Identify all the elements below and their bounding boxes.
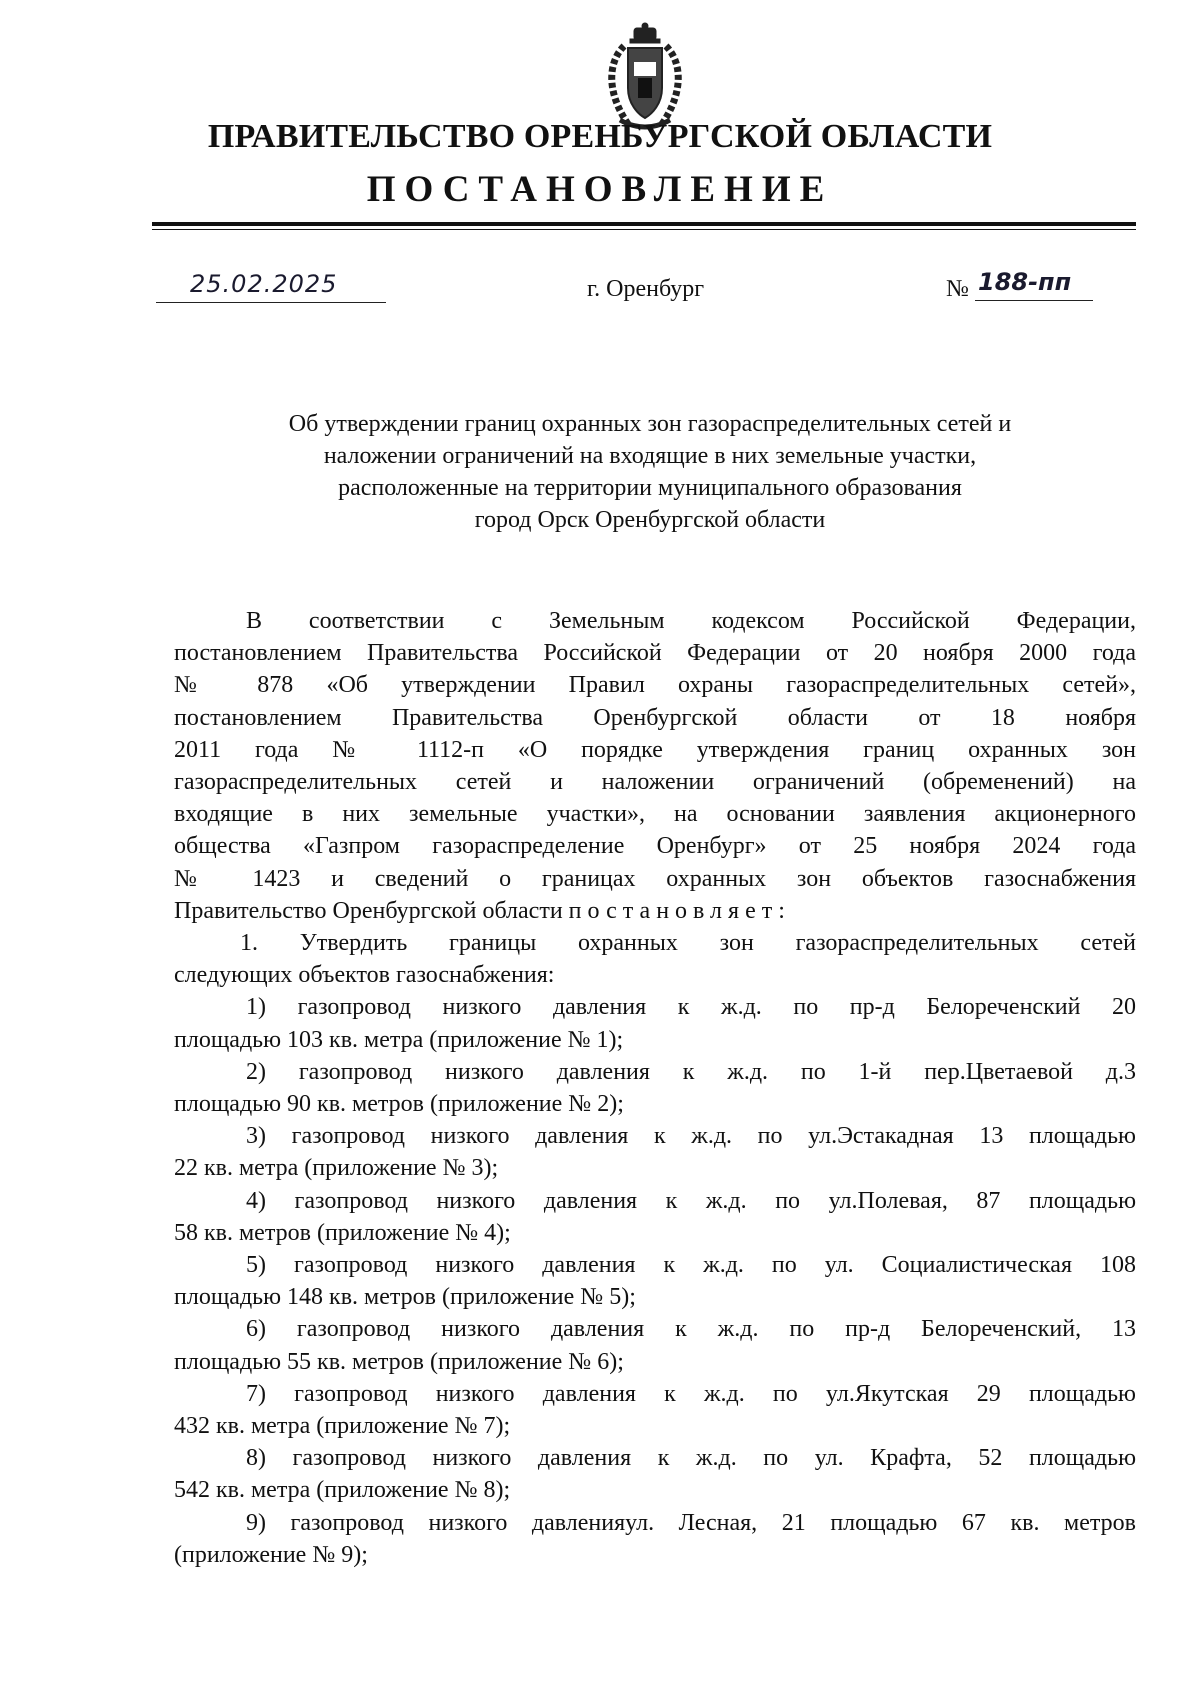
preamble-line: № 878 «Об утверждении Правил охраны газораспределительных сетей», bbox=[174, 672, 1136, 699]
list-item-line: 432 кв. метра (приложение № 7); bbox=[174, 1413, 511, 1440]
preamble-line: В соответствии с Земельным кодексом Российской Федерации, bbox=[246, 608, 1136, 634]
resolves-word: постановляет: bbox=[568, 897, 791, 924]
list-item-line: площадью 103 кв. метра (приложение № 1); bbox=[174, 1026, 624, 1053]
preamble-end-text: Правительство Оренбургской области bbox=[174, 897, 563, 924]
preamble-line: постановлением Правительства Оренбургской области от 18 ноября bbox=[174, 704, 1136, 731]
preamble-line: № 1423 и сведений о границах охранных зон объектов газоснабжения bbox=[174, 865, 1136, 892]
city-name: г. Оренбург bbox=[587, 276, 705, 302]
list-item-line: 6) газопровод низкого давления к ж.д. по пр-д Белореченский, 13 bbox=[246, 1316, 1136, 1343]
document-number: 188-пп bbox=[978, 268, 1072, 296]
header-rule-thin bbox=[152, 229, 1136, 230]
list-item-line: 3) газопровод низкого давления к ж.д. по ул.Эстакадная 13 площадью bbox=[246, 1123, 1136, 1150]
list-item-line: (приложение № 9); bbox=[174, 1541, 368, 1568]
list-item-line: 5) газопровод низкого давления к ж.д. по ул. Социалистическая 108 bbox=[246, 1252, 1136, 1279]
list-item-line: площадью 55 кв. метров (приложение № 6); bbox=[174, 1348, 624, 1375]
list-item-line: 58 кв. метров (приложение № 4); bbox=[174, 1219, 511, 1246]
list-item-line: 22 кв. метра (приложение № 3); bbox=[174, 1155, 499, 1182]
subject-line: расположенные на территории муниципального образования bbox=[338, 475, 962, 501]
subject-line: наложении ограничений на входящие в них земельные участки, bbox=[323, 443, 977, 469]
list-item-line: 1) газопровод низкого давления к ж.д. по пр-д Белореченский 20 bbox=[246, 994, 1136, 1021]
document-date: 25.02.2025 bbox=[190, 270, 338, 298]
date-underline bbox=[156, 302, 386, 303]
preamble-line: входящие в них земельные участки», на основании заявления акционерного bbox=[174, 801, 1136, 828]
document-body bbox=[174, 605, 1136, 1571]
document-type-title: ПОСТАНОВЛЕНИЕ bbox=[366, 169, 834, 210]
item-1-line: следующих объектов газоснабжения: bbox=[174, 962, 555, 989]
subject-line: Об утверждении границ охранных зон газораспределительных сетей и bbox=[288, 411, 1012, 437]
preamble-line: газораспределительных сетей и наложении ограничений (обременений) на bbox=[174, 769, 1136, 796]
preamble-line: постановлением Правительства Российской Федерации от 20 ноября 2000 года bbox=[174, 640, 1136, 667]
preamble-line: 2011 года № 1112-п «О порядке утверждения границ охранных зон bbox=[174, 736, 1136, 763]
preamble-final-line bbox=[174, 895, 1136, 927]
government-title: ПРАВИТЕЛЬСТВО ОРЕНБУРГСКОЙ ОБЛАСТИ bbox=[207, 118, 993, 155]
item-1-line: 1. Утвердить границы охранных зон газораспределительных сетей bbox=[240, 930, 1136, 957]
document-subject bbox=[160, 408, 1140, 536]
list-item-line: 542 кв. метра (приложение № 8); bbox=[174, 1477, 511, 1504]
subject-line: город Орск Оренбургской области bbox=[474, 507, 826, 533]
preamble-line: общества «Газпром газораспределение Оренбург» от 25 ноября 2024 года bbox=[174, 833, 1136, 860]
list-item-line: площадью 90 кв. метров (приложение № 2); bbox=[174, 1091, 624, 1118]
header-rule-thick bbox=[152, 222, 1136, 226]
list-item-line: площадью 148 кв. метров (приложение № 5); bbox=[174, 1284, 636, 1311]
number-label: № bbox=[946, 276, 969, 302]
number-underline bbox=[975, 300, 1093, 301]
list-item-line: 4) газопровод низкого давления к ж.д. по ул.Полевая, 87 площадью bbox=[246, 1187, 1136, 1214]
list-item-line: 9) газопровод низкого давленияул. Лесная, 21 площадью 67 кв. метров bbox=[246, 1509, 1136, 1536]
list-item-line: 7) газопровод низкого давления к ж.д. по ул.Якутская 29 площадью bbox=[246, 1380, 1136, 1407]
list-item-line: 8) газопровод низкого давления к ж.д. по ул. Крафта, 52 площадью bbox=[246, 1445, 1136, 1472]
list-item-line: 2) газопровод низкого давления к ж.д. по 1-й пер.Цветаевой д.3 bbox=[246, 1058, 1136, 1085]
